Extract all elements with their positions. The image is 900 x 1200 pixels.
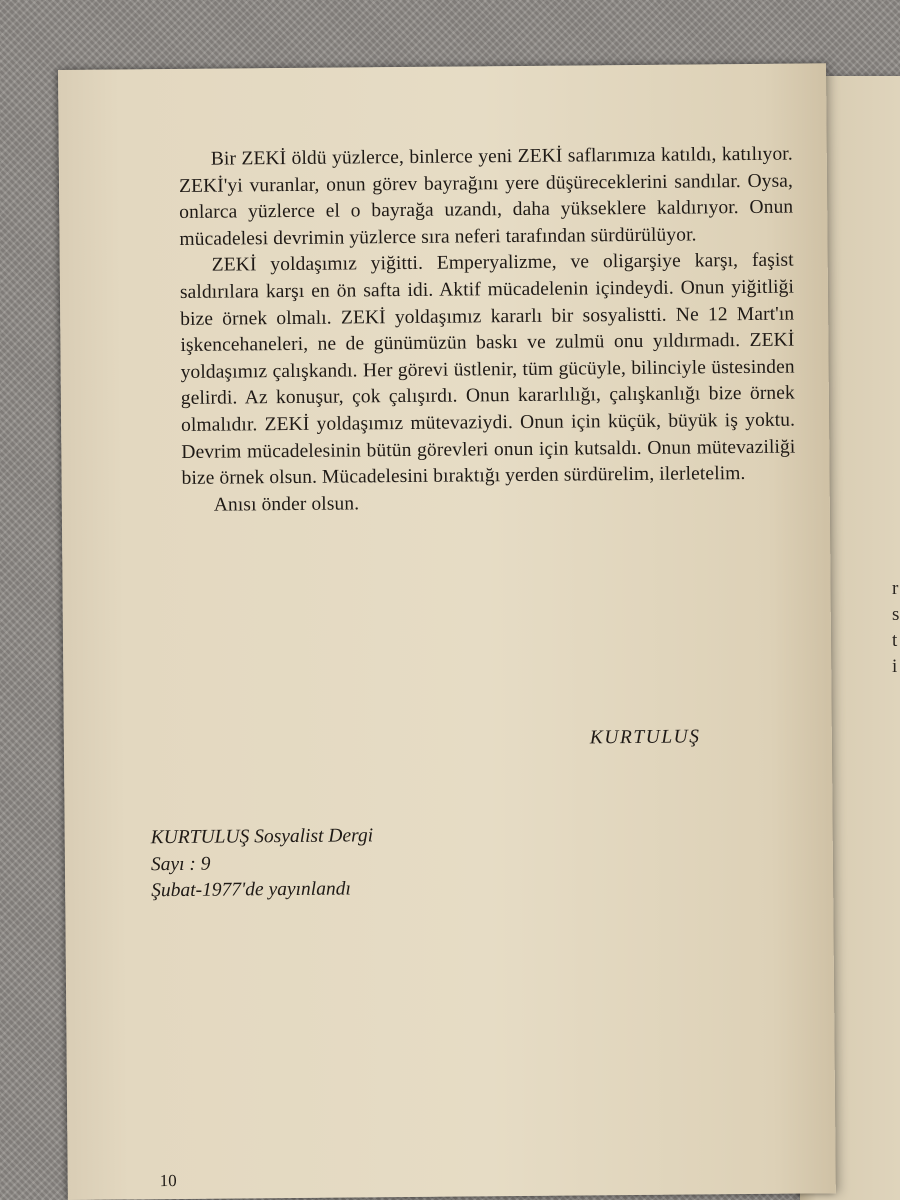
facing-page-fragment: t [892, 630, 898, 651]
book-page [58, 63, 836, 1200]
facing-page-fragment: i [892, 656, 898, 677]
publication-date: Şubat-1977'de yayınlandı [151, 878, 351, 902]
facing-page-fragment: r [892, 578, 899, 599]
publication-info [151, 823, 374, 905]
paragraph-1: Bir ZEKİ öldü yüzlerce, binlerce yeni ZEKİ saflarımıza katıldı, katılıyor. ZEKİ'yi vuranlar, onun görev bayrağını yere düşüreceklerini sandılar. Oysa, onlarca yüzlerce el o bayrağa uzandı, daha yükseklere kaldırıyor. Onun mücadelesi devrimin yüzlerce sıra neferi tarafından sürdürülüyor. [178, 143, 794, 250]
paragraph-2: ZEKİ yoldaşımız yiğitti. Emperyalizme, ve oligarşiye karşı, faşist saldırılara karşı en ön safta idi. Aktif mücadelenin içindeydi. Onun yiğitliği bize örnek olmalı. ZEKİ yoldaşımız kararlı bir sosyalistti. Ne 12 Mart'ın işkencehaneleri, ne de günümüzün baskı ve zulmü onu yıldırmadı. ZEKİ yoldaşımız çalışkandı. Her görevi üstlenir, tüm gücüyle, bilinciyle üstesinden gelirdi. Az konuşur, çok çalışırdı. Onun kararlılığı, çalışkanlığı bize örnek olmalıdır. ZEKİ yoldaşımız mütevaziydi. Onun için küçük, büyük iş yoktu. Devrim mücadelesinin bütün görevleri onun için kutsaldı. Onun mütevaziliği bize örnek olsun. Mücadelesini bıraktığı yerden sürdürelim, ilerletelim. [179, 249, 796, 490]
signature: KURTULUŞ [589, 726, 701, 749]
page-number: 10 [159, 1171, 177, 1191]
publication-title: KURTULUŞ Sosyalist Dergi [150, 825, 374, 849]
facing-page-fragment: s [892, 604, 900, 625]
body-text [179, 142, 796, 520]
paragraph-3: Anısı önder olsun. [213, 493, 360, 516]
issue-number: Sayı : 9 [150, 853, 211, 875]
